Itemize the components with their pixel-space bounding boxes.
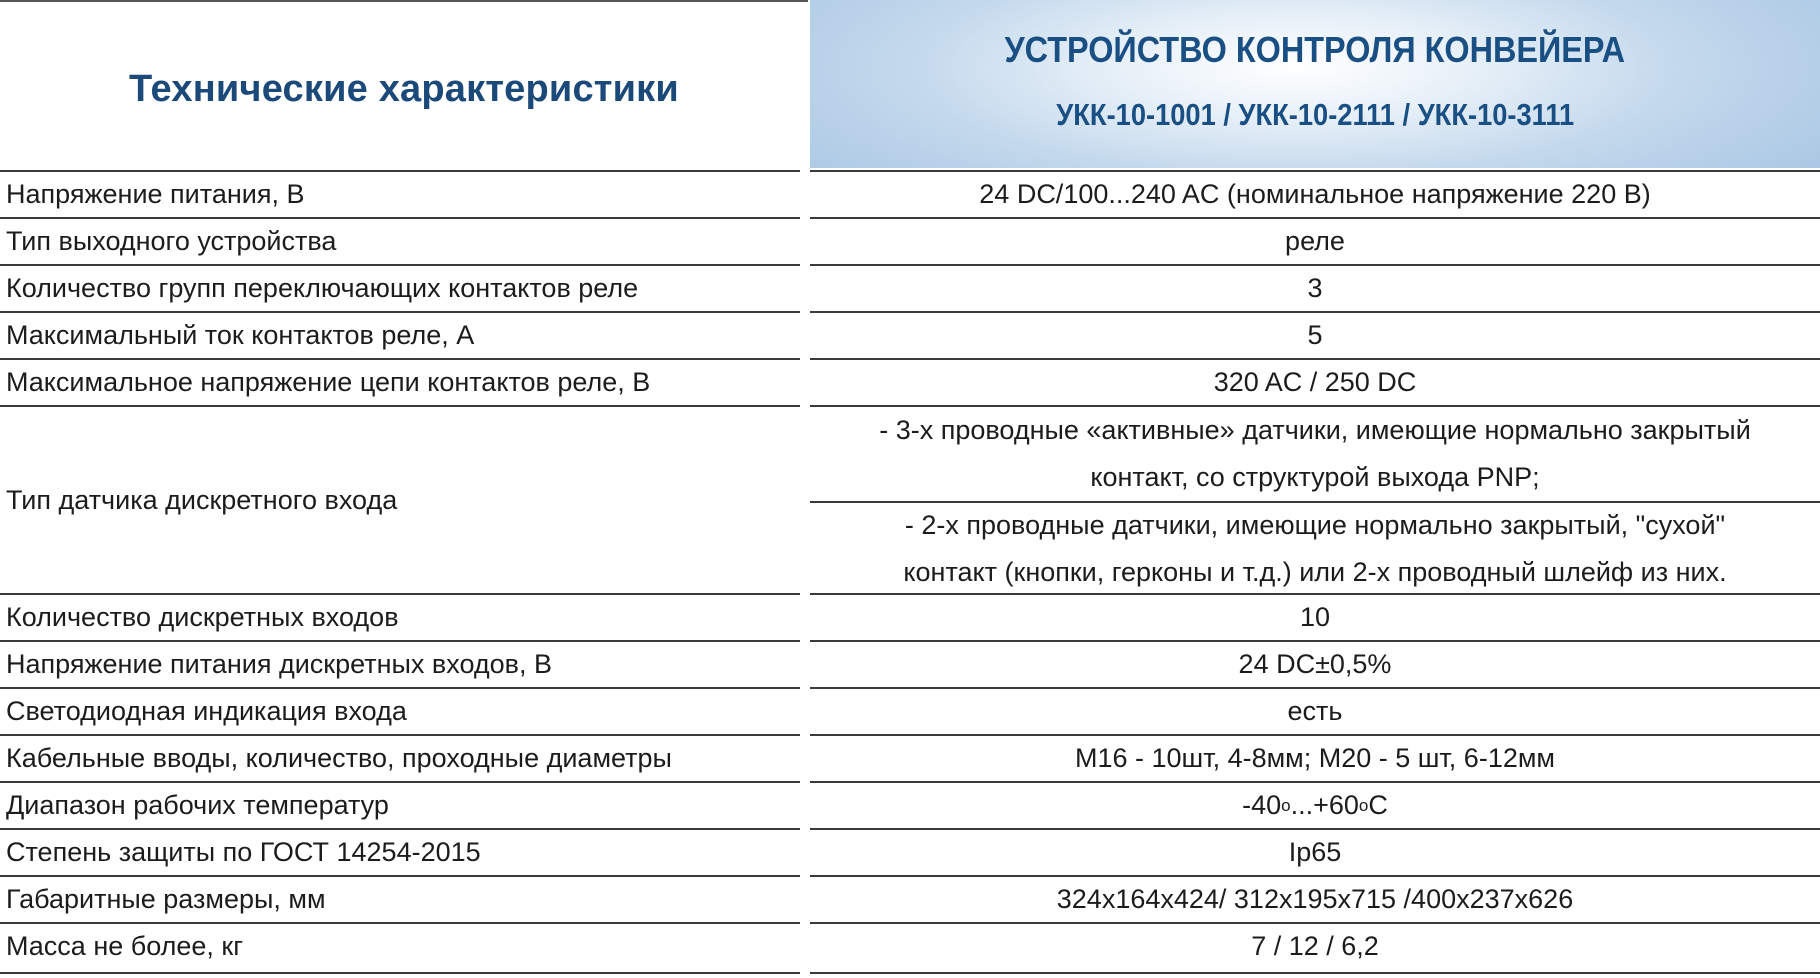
row-label: Кабельные вводы, количество, проходные диаметры xyxy=(0,734,800,781)
row-label: Масса не более, кг xyxy=(0,922,800,969)
temperature-range-value: -40 o ...+60 o С xyxy=(810,781,1820,828)
table-bottom-border-right xyxy=(810,972,1820,974)
row-value: Ip65 xyxy=(810,828,1820,875)
row-value: 24 DC±0,5% xyxy=(810,640,1820,687)
row-label: Тип выходного устройства xyxy=(0,217,800,264)
header-right xyxy=(810,0,1820,168)
temp-unit: С xyxy=(1368,790,1388,820)
row-value: 5 xyxy=(810,311,1820,358)
row-label: Максимальное напряжение цепи контактов реле, В xyxy=(0,358,800,405)
row-label: Габаритные размеры, мм xyxy=(0,875,800,922)
row-label: Количество групп переключающих контактов реле xyxy=(0,264,800,311)
row-value: 3 xyxy=(810,264,1820,311)
temp-low: -40 xyxy=(1242,790,1282,820)
table-row xyxy=(0,734,1820,781)
row-label: Напряжение питания, В xyxy=(0,170,800,217)
header-left xyxy=(0,0,808,168)
table-row xyxy=(0,217,1820,264)
table-row xyxy=(0,828,1820,875)
row-label: Максимальный ток контактов реле, А xyxy=(0,311,800,358)
row-label: Степень защиты по ГОСТ 14254-2015 xyxy=(0,828,800,875)
product-models: УКК-10-1001 / УКК-10-2111 / УКК-10-3111 xyxy=(1056,97,1574,132)
sensor-type-3wire xyxy=(810,407,1820,501)
row-value: М16 - 10шт, 4-8мм; М20 - 5 шт, 6-12мм xyxy=(810,734,1820,781)
row-value: есть xyxy=(810,687,1820,734)
row-label: Тип датчика дискретного входа xyxy=(0,405,800,593)
page-title: Технические характеристики xyxy=(129,67,679,110)
row-value: 10 xyxy=(810,593,1820,640)
table-row xyxy=(0,640,1820,687)
table-row xyxy=(0,170,1820,217)
row-value-group xyxy=(810,405,1820,593)
table-row xyxy=(0,781,1820,828)
sensor-type-line: - 2-х проводные датчики, имеющие нормально закрытый, "сухой" xyxy=(904,510,1726,540)
sensor-type-line: - 3-х проводные «активные» датчики, имеющие нормально закрытый xyxy=(879,415,1751,445)
row-value: реле xyxy=(810,217,1820,264)
table-row xyxy=(0,264,1820,311)
table-row xyxy=(0,358,1820,405)
row-value: 24 DC/100...240 AC (номинальное напряжение 220 В) xyxy=(810,170,1820,217)
temp-high: ...+60 xyxy=(1290,790,1359,820)
product-title: УСТРОЙСТВО КОНТРОЛЯ КОНВЕЙЕРА xyxy=(1004,29,1626,70)
row-label: Количество дискретных входов xyxy=(0,593,800,640)
table-bottom-border-left xyxy=(0,972,800,974)
table-row xyxy=(0,922,1820,969)
table-row xyxy=(0,311,1820,358)
row-label: Светодиодная индикация входа xyxy=(0,687,800,734)
sensor-type-line: контакт (кнопки, герконы и т.д.) или 2-х проводный шлейф из них. xyxy=(903,557,1727,587)
sensor-type-line: контакт, со структурой выхода PNP; xyxy=(1090,462,1540,492)
table-row xyxy=(0,687,1820,734)
row-label: Напряжение питания дискретных входов, В xyxy=(0,640,800,687)
row-value: 320 AC / 250 DC xyxy=(810,358,1820,405)
row-value: 324х164х424/ 312х195х715 /400х237х626 xyxy=(810,875,1820,922)
row-value: 7 / 12 / 6,2 xyxy=(810,922,1820,969)
table-row xyxy=(0,405,1820,593)
table-row xyxy=(0,593,1820,640)
sensor-type-2wire xyxy=(810,501,1820,595)
table-row xyxy=(0,875,1820,922)
spec-table xyxy=(0,170,1820,969)
row-label: Диапазон рабочих температур xyxy=(0,781,800,828)
